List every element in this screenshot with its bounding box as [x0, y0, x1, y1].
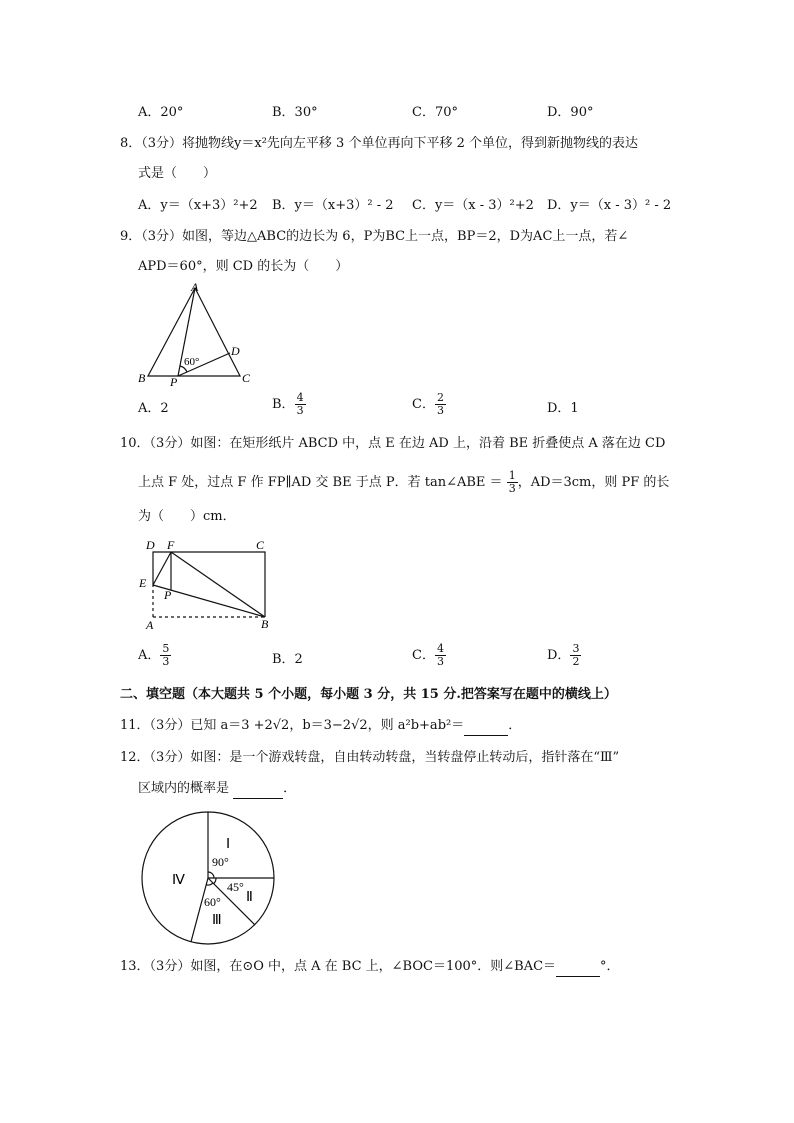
label-p: P — [170, 375, 178, 389]
q13-answer-blank[interactable] — [556, 962, 600, 977]
q13-text: 13．（3分）如图，在⊙O 中，点 A 在 BC 上，∠BOC＝100°．则∠BAC＝ °． — [120, 957, 620, 977]
label-b: B — [138, 371, 146, 385]
q11-answer-blank[interactable] — [464, 721, 508, 736]
q9-option-d: D．1 — [547, 401, 579, 416]
q8-stem-line2: 式是（ ） — [138, 166, 217, 181]
q9-option-c: C． $\frac{2}{3}$ — [412, 391, 444, 417]
rect-edges — [153, 552, 265, 617]
q12-answer-blank[interactable] — [233, 784, 283, 799]
label-d: D — [146, 538, 155, 552]
angle-60-label: 60° — [204, 895, 221, 909]
q10-rectangle-figure — [135, 535, 285, 635]
q10-option-d: D． $\frac{3}{2}$ — [547, 642, 580, 668]
q8-option-a: A．y＝（x+3）²+2 — [138, 198, 258, 213]
segment-ef — [153, 552, 171, 585]
q10-stem-line1: 10．（3分）如图：在矩形纸片 ABCD 中，点 E 在边 AD 上，沿着 BE 折叠使点 A 落在边 CD — [120, 436, 666, 451]
angle-90-label: 90° — [212, 855, 229, 869]
segment-fb — [171, 552, 265, 617]
q8-option-b: B．y＝（x+3）² - 2 — [272, 198, 394, 213]
q10-option-c: C． $\frac{4}{3}$ — [412, 642, 444, 668]
q7-option-c: C．70° — [412, 105, 458, 120]
label-p: P — [164, 588, 172, 602]
q10-stem-line3: 为（ ）cm． — [138, 509, 236, 524]
q12-stem-line2: 区域内的概率是 ． — [138, 779, 296, 799]
q9-option-b: B． $\frac{4}{3}$ — [272, 391, 304, 417]
label-d: D — [231, 344, 240, 358]
q9-stem-line1: 9．（3分）如图，等边△ABC的边长为 6，P为BC上一点，BP＝2，D为AC上一点，若∠ — [120, 229, 629, 244]
q10-option-b: B．2 — [272, 652, 303, 667]
q8-option-d: D．y＝（x - 3）² - 2 — [547, 198, 672, 213]
q9-triangle-figure — [130, 280, 270, 390]
region-iii-label: Ⅲ — [212, 913, 222, 928]
q7-option-b: B．30° — [272, 105, 318, 120]
label-c: C — [256, 538, 265, 552]
q8-stem-line1: 8．（3分）将抛物线y＝x²先向左平移 3 个单位再向下平移 2 个单位，得到新抛物线的表达 — [120, 136, 639, 151]
arc-90 — [208, 872, 214, 878]
arc-45 — [214, 878, 216, 884]
q10-option-a: A． $\frac{5}{3}$ — [138, 642, 170, 668]
q9-option-a: A．2 — [138, 401, 169, 416]
label-b: B — [261, 617, 269, 631]
label-a: A — [191, 280, 199, 294]
q9-stem-line2: APD＝60°，则 CD 的长为（ ） — [138, 259, 349, 274]
radius-60 — [191, 878, 208, 942]
label-angle-60: 60° — [184, 356, 200, 368]
region-i-label: Ⅰ — [226, 837, 231, 852]
label-c: C — [242, 371, 251, 385]
q12-stem-line1: 12．（3分）如图：是一个游戏转盘，自由转动转盘，当转盘停止转动后，指针落在“Ⅲ” — [120, 750, 620, 765]
q7-option-a: A．20° — [138, 105, 184, 120]
q7-option-d: D．90° — [547, 105, 594, 120]
section2-title: 二、填空题（本大题共 5 个小题，每小题 3 分，共 15 分.把答案写在题中的横线上） — [120, 687, 617, 702]
angle-45-label: 45° — [227, 880, 244, 894]
q8-option-c: C．y＝（x - 3）²+2 — [412, 198, 534, 213]
region-ii-label: Ⅱ — [246, 890, 253, 905]
q11-text: 11．（3分）已知 a＝3 +2√2，b＝3−2√2，则 a²b+ab²＝ ． — [120, 716, 521, 736]
label-a: A — [146, 618, 154, 632]
q12-spinner-figure — [140, 808, 280, 948]
label-e: E — [139, 576, 147, 590]
region-iv-label: Ⅳ — [172, 873, 185, 888]
label-f: F — [167, 538, 175, 552]
q10-stem-line2: 上点 F 处，过点 F 作 FP∥AD 交 BE 于点 P．若 tan∠ABE ＝ $\frac{1}{3}$ ，AD＝3cm，则 PF 的长 — [138, 469, 670, 495]
